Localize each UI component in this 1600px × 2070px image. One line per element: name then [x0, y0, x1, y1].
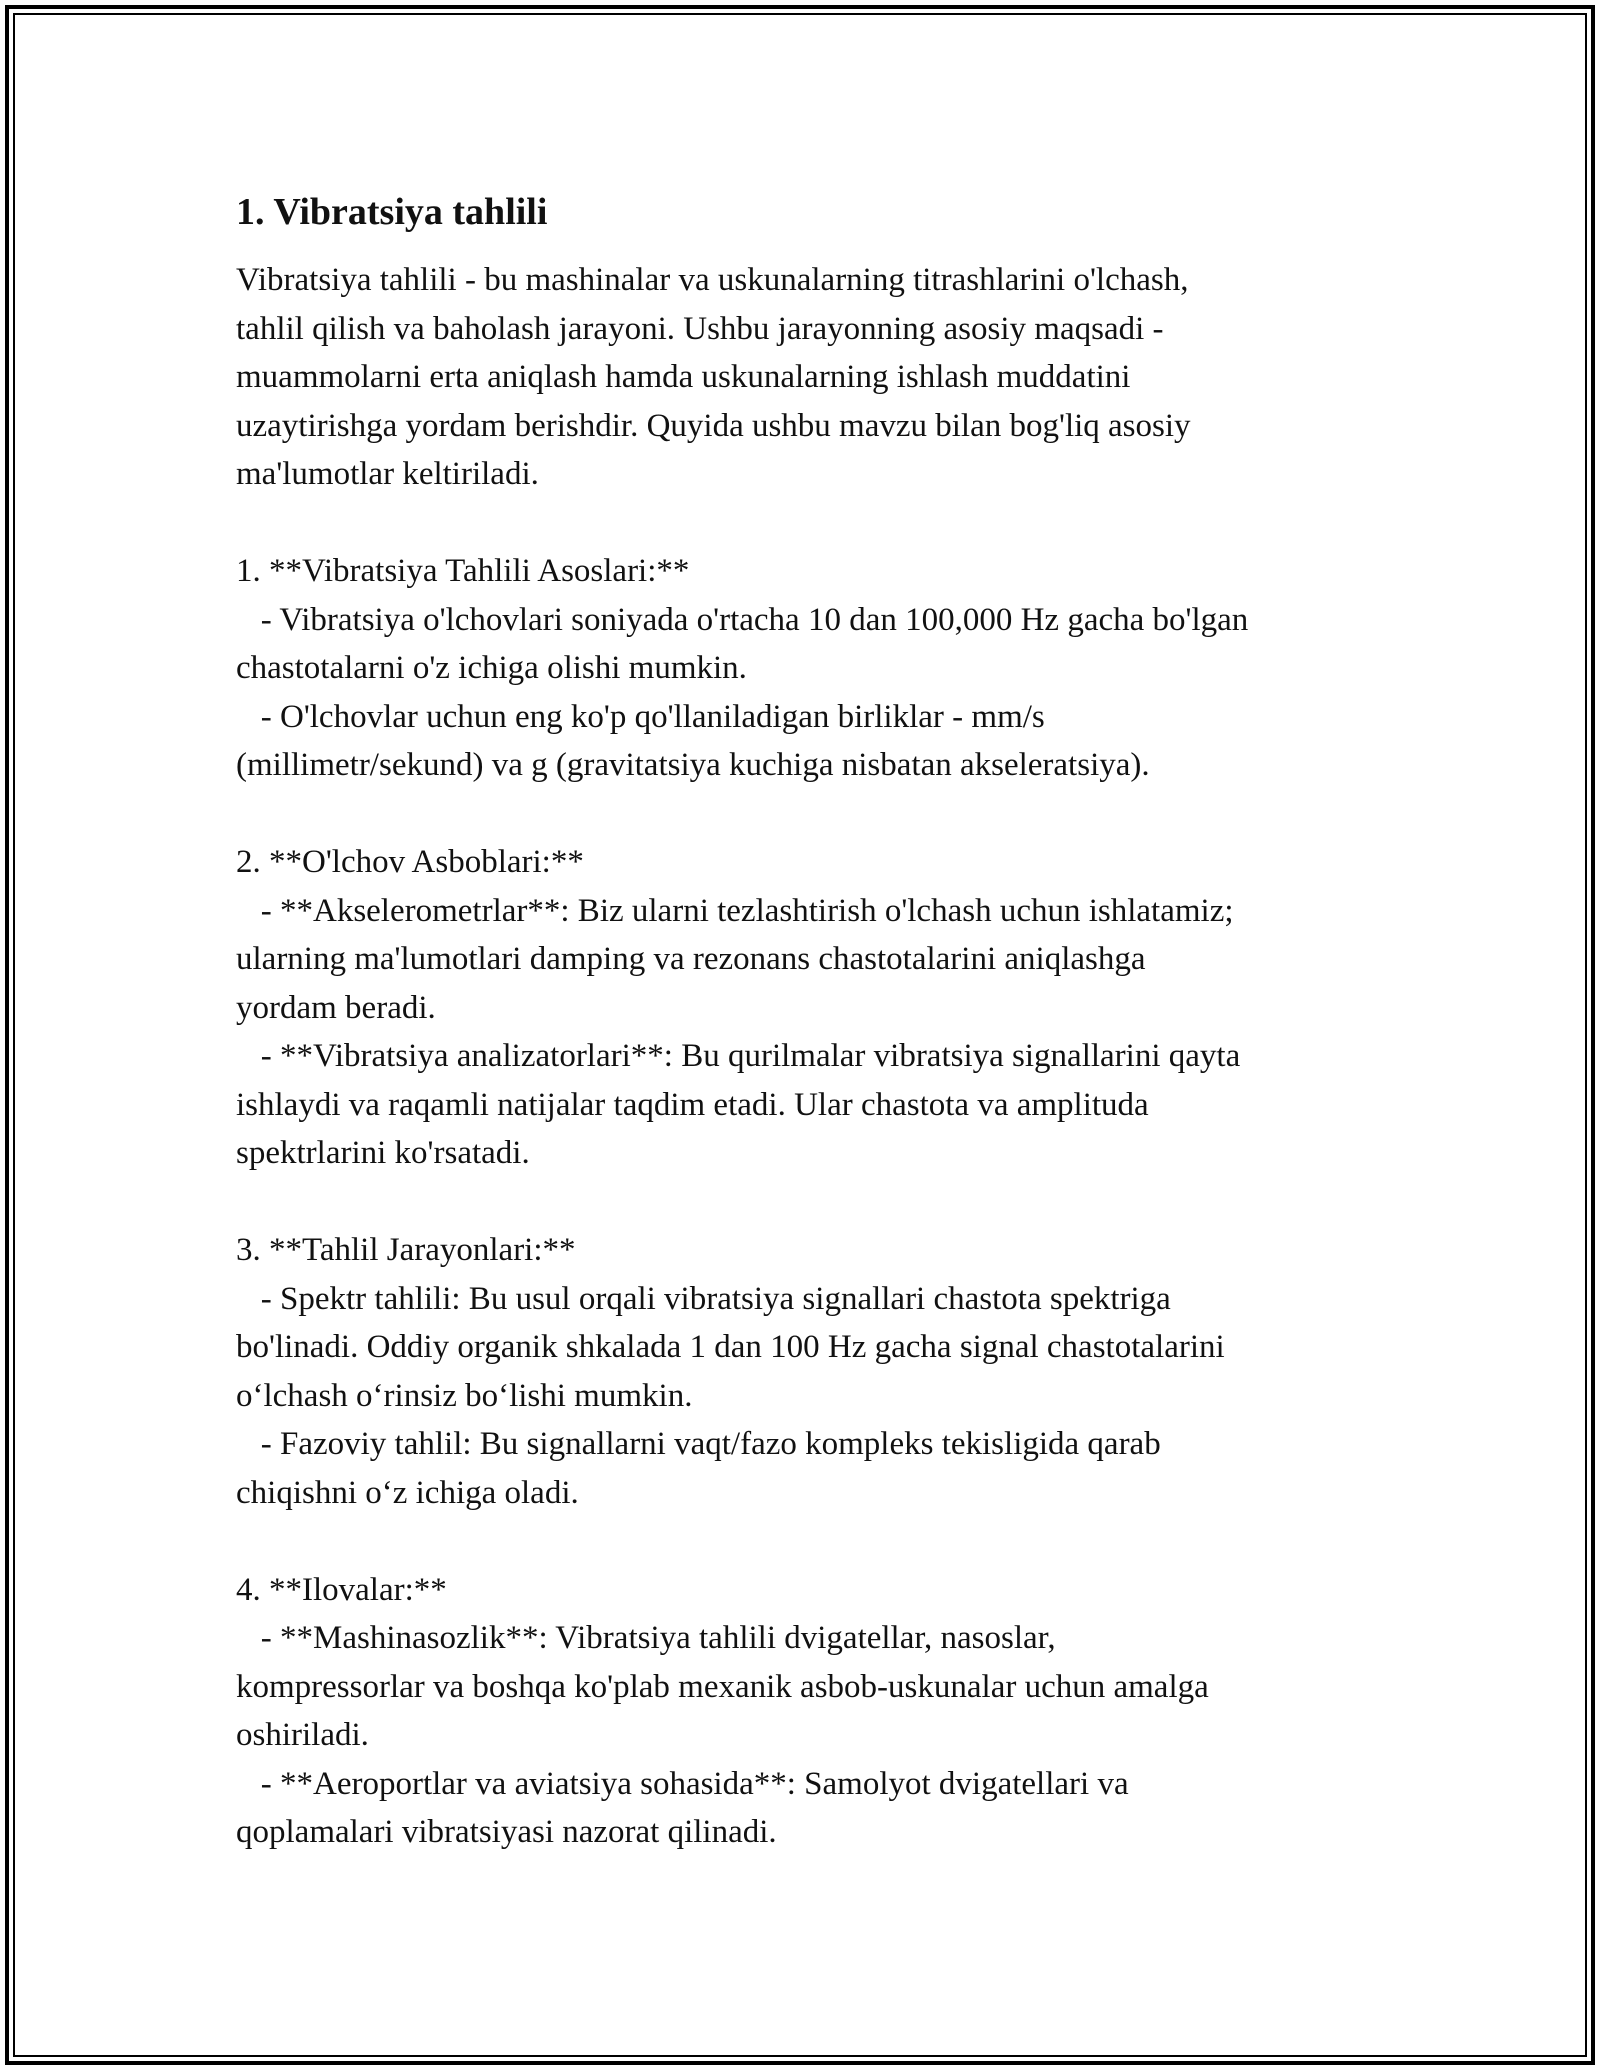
list-item: - **Vibratsiya analizatorlari**: Bu qurilmalar vibratsiya signallarini qayta ishlaydi va raqamli natijalar taqdim etadi. Ular chastota va amplituda spektrlarini ko'rsatadi. — [236, 1038, 1241, 1171]
section-heading: 4. **Ilovalar:** — [236, 1571, 447, 1608]
document-title: 1. Vibratsiya tahlili — [236, 191, 548, 233]
section-processes — [236, 1226, 1416, 1517]
document-body — [236, 186, 1416, 1857]
section-heading: 1. **Vibratsiya Tahlili Asoslari:** — [236, 553, 690, 589]
section-applications — [236, 1566, 1416, 1857]
intro-paragraph: Vibratsiya tahlili - bu mashinalar va uskunalarning titrashlarini o'lchash, tahlil qilish va baholash jarayoni. Ushbu jarayonning asosiy maqsadi - muammolarni erta aniqlash hamda uskunalarning ishlash muddatini uzaytirishga yordam berishdir. Quyida ushbu mavzu bilan bog'liq asosiy ma'lumotlar keltiriladi. — [236, 262, 1191, 492]
list-item: - **Aeroportlar va aviatsiya sohasida**: Samolyot dvigatellari va qoplamalari vibratsiyasi nazorat qilinadi. — [236, 1765, 1129, 1850]
list-item: - Fazoviy tahlil: Bu signallarni vaqt/fazo kompleks tekisligida qarab chiqishni o‘z ichiga oladi. — [236, 1426, 1161, 1511]
section-basics — [236, 547, 1416, 790]
section-instruments — [236, 838, 1416, 1178]
section-heading: 2. **O'lchov Asboblari:** — [236, 844, 584, 880]
section-heading: 3. **Tahlil Jarayonlari:** — [236, 1232, 576, 1268]
list-item: - Spektr tahlili: Bu usul orqali vibratsiya signallari chastota spektriga bo'linadi. Oddiy organik shkalada 1 dan 100 Hz gacha signal chastotalarini o‘lchash o‘rinsiz bo‘lishi mumkin. — [236, 1280, 1225, 1414]
list-item: - **Akselerometrlar**: Biz ularni tezlashtirish o'lchash uchun ishlatamiz; ularning ma'lumotlari damping va rezonans chastotalarini aniqlashga yordam beradi. — [236, 892, 1234, 1026]
list-item: - **Mashinasozlik**: Vibratsiya tahlili dvigatellar, nasoslar, kompressorlar va boshqa ko'plab mexanik asbob-uskunalar uchun amalga oshiriladi. — [236, 1620, 1209, 1753]
list-item: - Vibratsiya o'lchovlari soniyada o'rtacha 10 dan 100,000 Hz gacha bo'lgan chastotalarni o'z ichiga olishi mumkin. — [236, 601, 1249, 686]
list-item: - O'lchovlar uchun eng ko'p qo'llaniladigan birliklar - mm/s (millimetr/sekund) va g (gravitatsiya kuchiga nisbatan akseleratsiya). — [236, 698, 1150, 783]
